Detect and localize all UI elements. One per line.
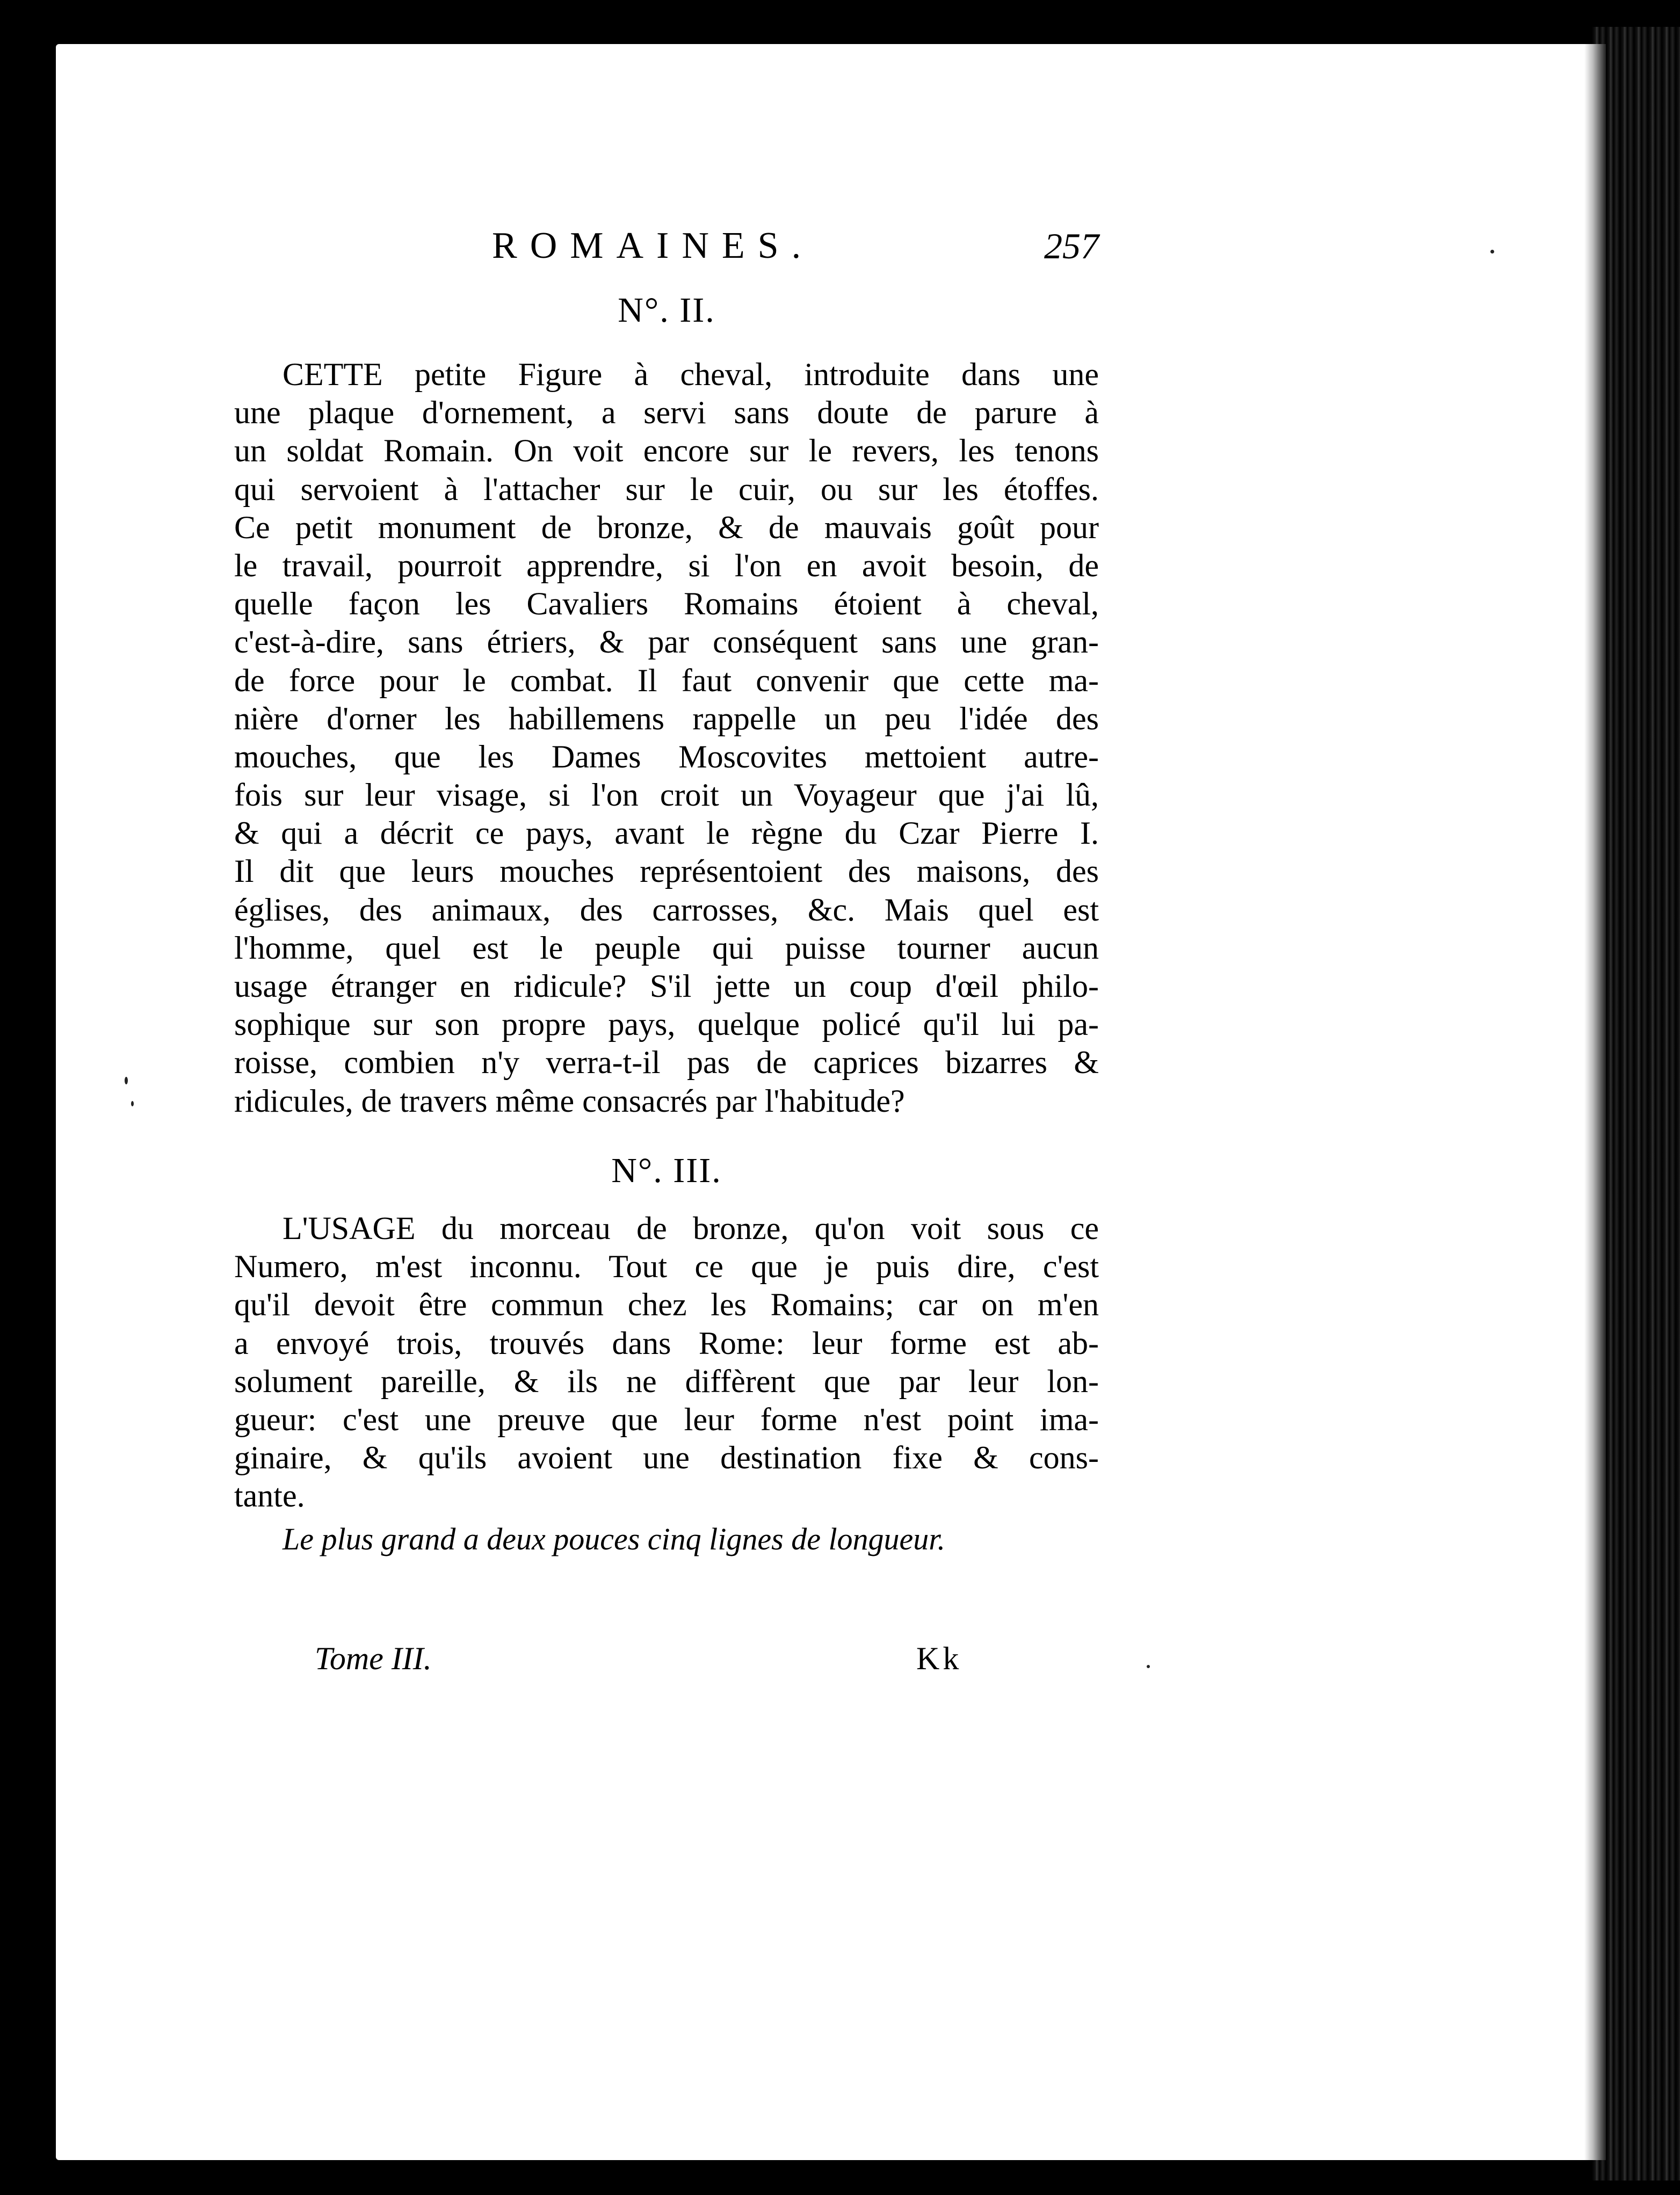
text-line: nière d'orner les habillemens rappelle un peu l'idée des <box>234 700 1099 736</box>
text-line: Ce petit monument de bronze, & de mauvais goût pour <box>234 509 1099 545</box>
text-line: tante. <box>234 1478 305 1514</box>
text-line: une plaque d'ornement, a servi sans doute de parure à <box>234 395 1099 431</box>
ink-speck <box>1490 250 1494 253</box>
text-line: L'USAGE du morceau de bronze, qu'on voit sous ce <box>283 1211 1099 1246</box>
page-number: 257 <box>1044 226 1099 266</box>
page-edge-shadow <box>1584 44 1606 2160</box>
text-line: a envoyé trois, trouvés dans Rome: leur forme est ab- <box>234 1325 1099 1361</box>
text-line: solument pareille, & ils ne diffèrent que par leur lon- <box>234 1363 1099 1399</box>
running-head <box>234 224 1099 267</box>
page-footer <box>234 1637 1099 1680</box>
text-line: l'homme, quel est le peuple qui puisse tourner aucun <box>234 930 1099 966</box>
text-line: gueur: c'est une preuve que leur forme n'est point ima- <box>234 1401 1099 1437</box>
text-line: sophique sur son propre pays, quelque policé qu'il lui pa- <box>234 1006 1099 1042</box>
signature-mark: Kk <box>916 1641 962 1676</box>
ink-speck <box>1147 1665 1150 1668</box>
text-line: ridicules, de travers même consacrés par l'habitude? <box>234 1083 905 1119</box>
text-line: quelle façon les Cavaliers Romains étoient à cheval, <box>234 586 1099 622</box>
text-line: Numero, m'est inconnu. Tout ce que je puis dire, c'est <box>234 1249 1099 1285</box>
text-line: le travail, pourroit apprendre, si l'on en avoit besoin, de <box>234 547 1099 583</box>
section-heading-3: N°. III. <box>611 1151 722 1190</box>
ink-speck <box>125 1077 128 1084</box>
text-line: roisse, combien n'y verra-t-il pas de caprices bizarres & <box>234 1045 1099 1081</box>
volume-label: Tome III. <box>315 1641 432 1676</box>
text-line: usage étranger en ridicule? S'il jette un coup d'œil philo- <box>234 968 1099 1004</box>
text-line: c'est-à-dire, sans étriers, & par conséquent sans une gran- <box>234 624 1099 660</box>
text-line: de force pour le combat. Il faut convenir que cette ma- <box>234 662 1099 698</box>
text-line: églises, des animaux, des carrosses, &c. Mais quel est <box>234 892 1099 928</box>
text-line: un soldat Romain. On voit encore sur le revers, les tenons <box>234 433 1099 469</box>
section-heading-2: N°. II. <box>618 291 715 330</box>
text-line: & qui a décrit ce pays, avant le règne du Czar Pierre I. <box>234 815 1099 851</box>
text-line: CETTE petite Figure à cheval, introduite dans une <box>283 357 1099 392</box>
text-line: qui servoient à l'attacher sur le cuir, ou sur les étoffes. <box>234 471 1099 507</box>
text-line: mouches, que les Dames Moscovites mettoient autre- <box>234 738 1099 774</box>
text-line: ginaire, & qu'ils avoient une destination fixe & cons- <box>234 1440 1099 1476</box>
text-line: Il dit que leurs mouches représentoient des maisons, des <box>234 853 1099 889</box>
paragraph-section-2 <box>234 356 1099 1120</box>
text-line: fois sur leur visage, si l'on croit un Voyageur que j'ai lû, <box>234 777 1099 813</box>
text-line: qu'il devoit être commun chez les Romains; car on m'en <box>234 1287 1099 1323</box>
running-title: ROMAINES. <box>492 225 814 266</box>
paragraph-section-3 <box>234 1209 1099 1516</box>
ink-speck <box>131 1101 134 1106</box>
measurement-caption: Le plus grand a deux pouces cinq lignes de longueur. <box>283 1522 945 1556</box>
